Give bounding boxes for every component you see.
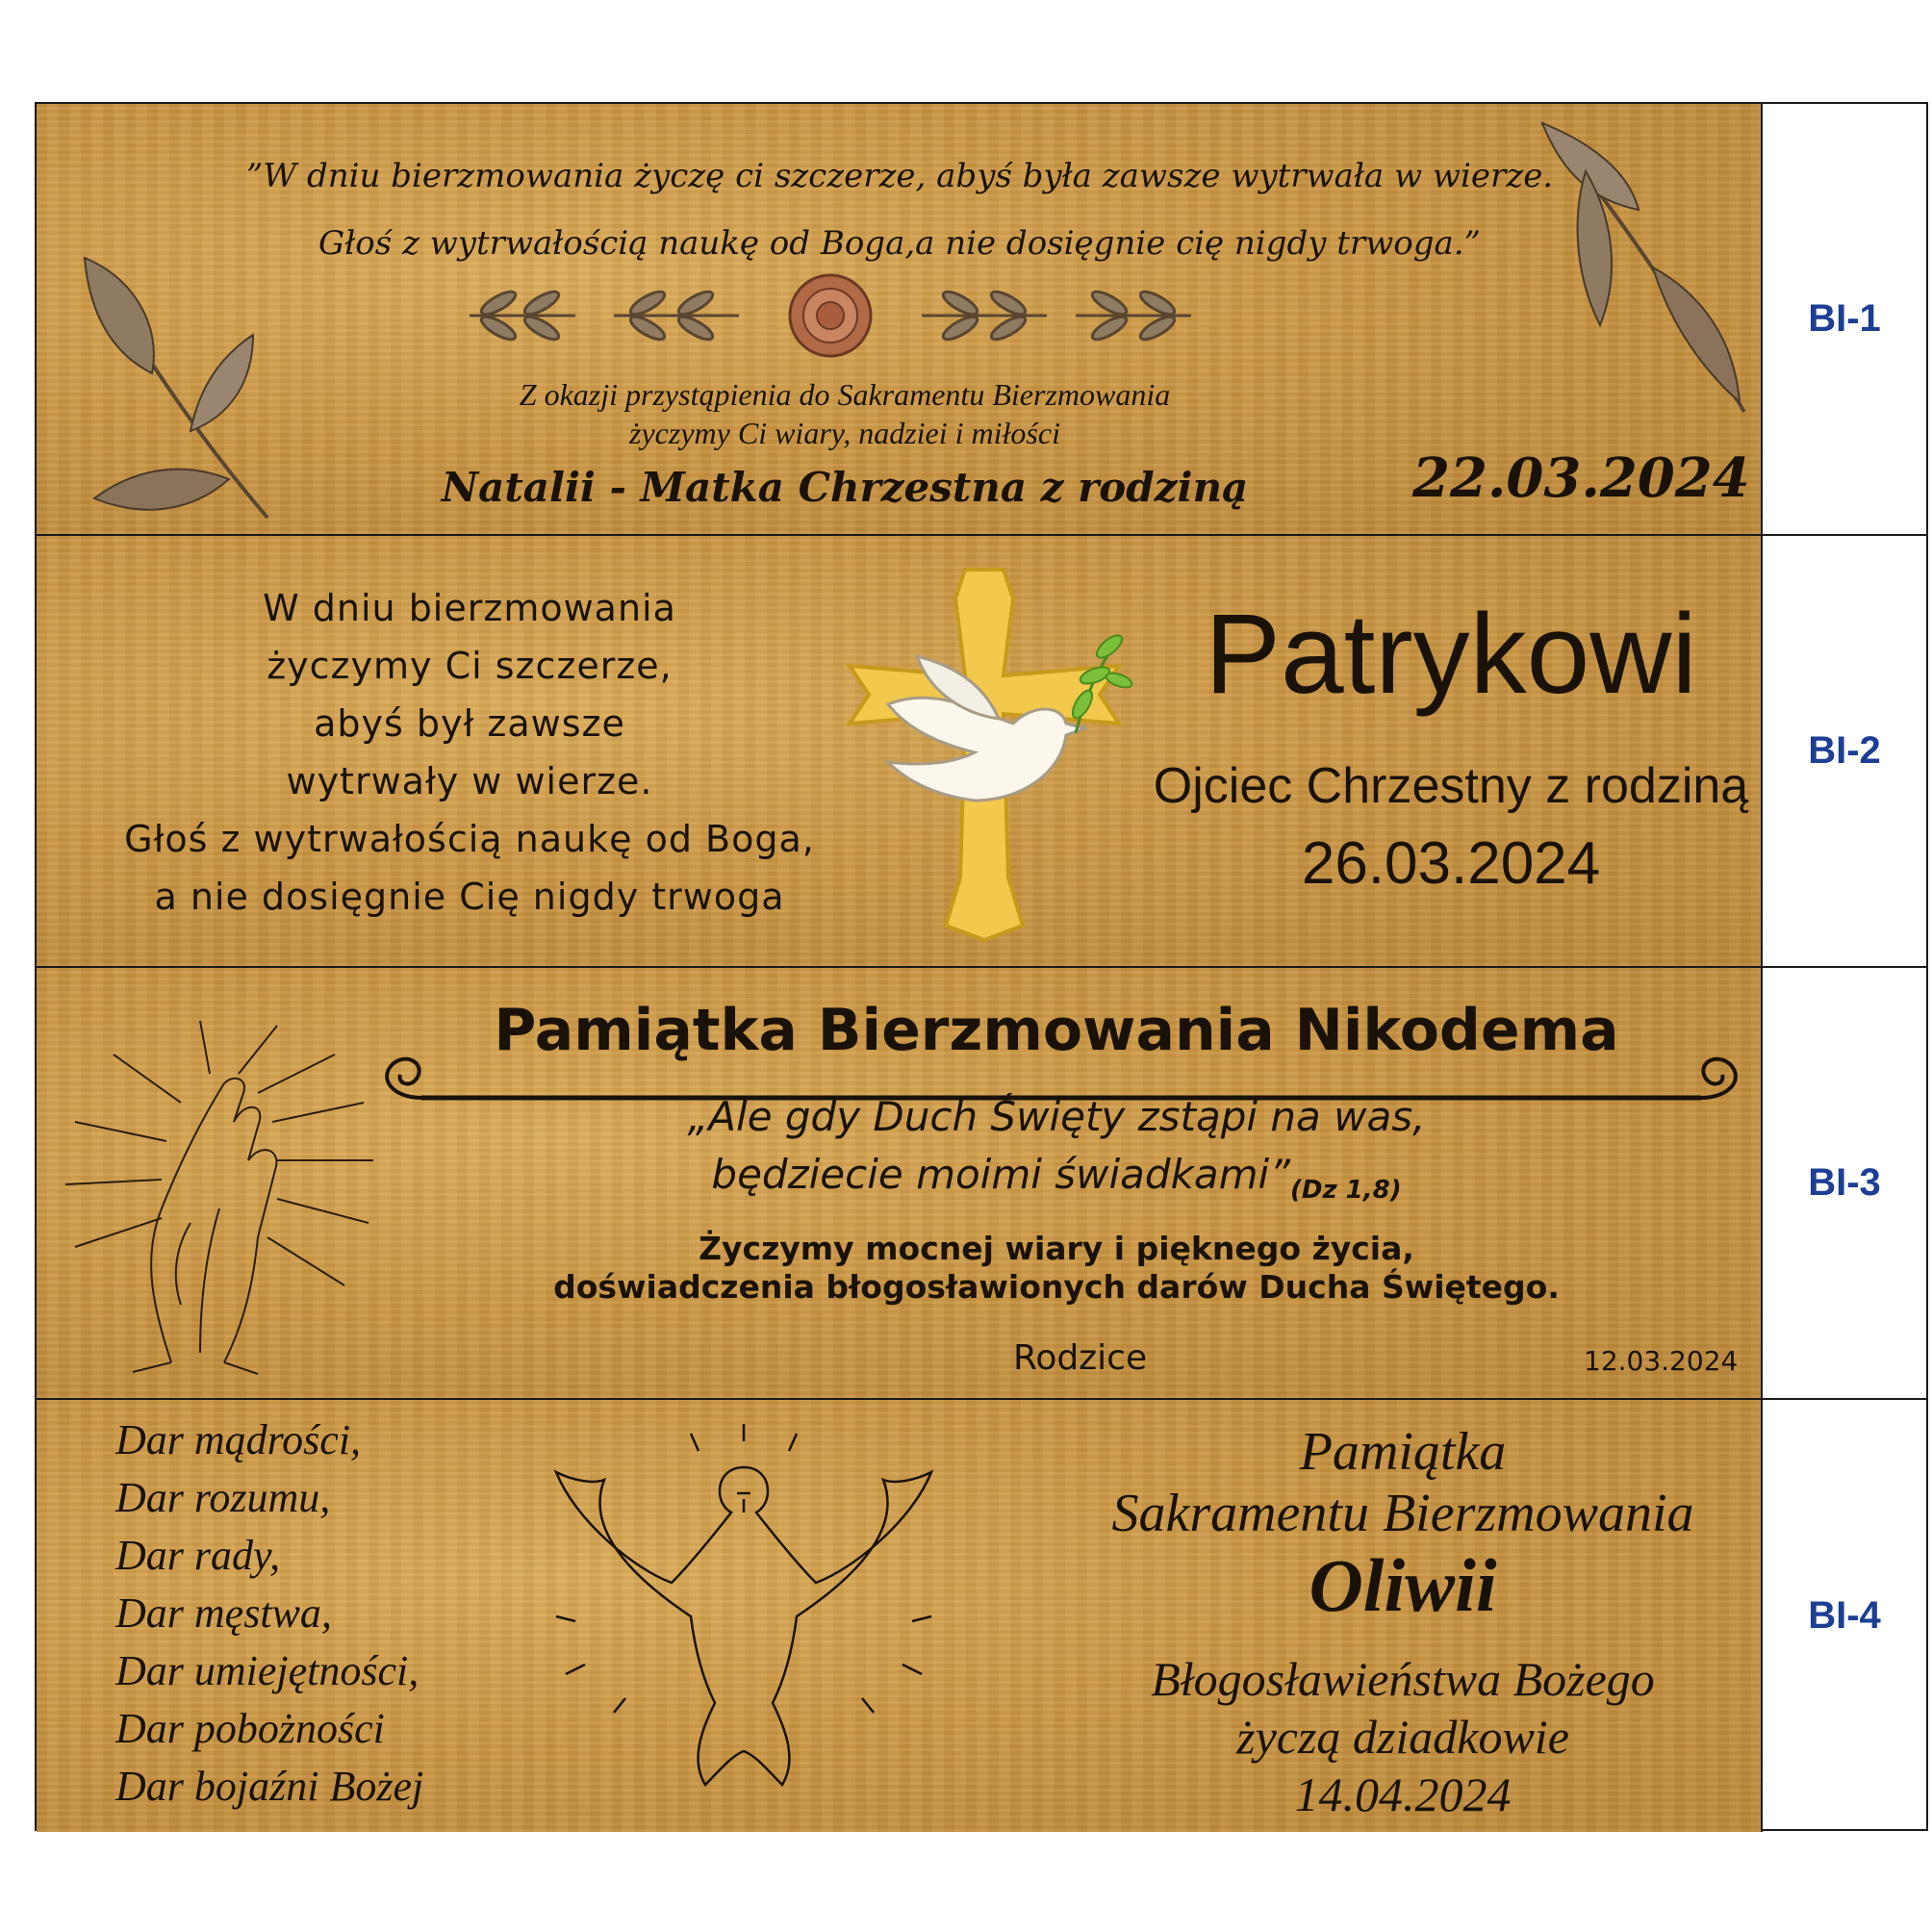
recipient-name: Patrykowi [1205, 591, 1697, 718]
product-code: BI-4 [1808, 1594, 1881, 1637]
signature: Natalii - Matka Chrzestna z rodziną [441, 464, 1249, 511]
plate-bi-4 [37, 1400, 1763, 1832]
plate-bi-3 [37, 968, 1763, 1398]
code-cell [1763, 536, 1926, 966]
gift-item: Dar rozumu, [115, 1474, 331, 1521]
verse-line: W dniu bierzmowania [263, 587, 676, 629]
date: 22.03.2024 [1412, 446, 1750, 510]
cross-icon [830, 560, 1138, 945]
signature: Ojciec Chrzestny z rodziną [1153, 758, 1749, 814]
product-code: BI-3 [1808, 1161, 1881, 1204]
verse-line: abyś był zawsze [314, 702, 625, 745]
quote-line-1: „Ale gdy Duch Święty zstąpi na was, [687, 1093, 1426, 1140]
verse-line: życzymy Ci szczerze, [267, 645, 673, 687]
praying-hands-icon [56, 1016, 383, 1382]
plate-title: Pamiątka Bierzmowania Nikodema [494, 997, 1619, 1064]
wish-line-1: Życzymy mocnej wiary i pięknego życia, [699, 1230, 1414, 1267]
recipient-name: Oliwii [1309, 1543, 1497, 1627]
heading-line-2: Sakramentu Bierzmowania [1111, 1484, 1694, 1543]
code-cell [1763, 104, 1926, 534]
plate-bi-2 [37, 536, 1763, 966]
plate-row-bi-4 [37, 1400, 1926, 1832]
quote-reference: (Dz 1,8) [1289, 1176, 1402, 1205]
gift-item: Dar pobożności [115, 1705, 385, 1752]
date: 26.03.2024 [1301, 830, 1601, 897]
code-cell [1763, 1400, 1926, 1832]
date: 14.04.2024 [1294, 1767, 1512, 1821]
ornament-divider [460, 272, 1201, 359]
signature: Rodzice [1013, 1338, 1148, 1378]
wish-line-2: doświadczenia błogosławionych darów Ducha Świętego. [553, 1268, 1560, 1306]
plate-bi-1 [37, 104, 1763, 534]
plate-row-bi-3 [37, 968, 1926, 1400]
gift-item: Dar rady, [115, 1532, 281, 1579]
quote-line-2: Głoś z wytrwałością naukę od Boga,a nie dosięgnie cię nigdy trwoga.” [318, 224, 1481, 263]
product-code: BI-2 [1808, 729, 1881, 772]
gift-item: Dar bojaźni Bożej [115, 1763, 424, 1810]
heading-line-1: Pamiątka [1299, 1422, 1507, 1482]
plaque-catalog-table [35, 102, 1928, 1831]
verse-line: Głoś z wytrwałością naukę od Boga, [124, 818, 815, 860]
code-cell [1763, 968, 1926, 1398]
plate-row-bi-2 [37, 536, 1926, 968]
quote-line-1: ”W dniu bierzmowania życzę ci szczerze, abyś była zawsze wytrwała w wierze. [245, 157, 1554, 195]
verse-line: wytrwały w wierze. [286, 760, 653, 802]
gift-item: Dar męstwa, [115, 1589, 332, 1637]
occasion-line-2: życzymy Ci wiary, nadziei i miłości [629, 416, 1060, 450]
dove-icon [518, 1424, 970, 1818]
rose-icon [790, 275, 871, 356]
gift-item: Dar mądrości, [115, 1416, 362, 1463]
quote-line-2: będziecie moimi świadkami” [711, 1151, 1290, 1198]
signature: życzą dziadkowie [1236, 1710, 1569, 1764]
date: 12.03.2024 [1584, 1345, 1739, 1377]
verse-line: a nie dosięgnie Cię nigdy trwoga [154, 876, 785, 918]
blessing-line: Błogosławieństwa Bożego [1151, 1652, 1655, 1706]
product-code: BI-1 [1808, 297, 1881, 340]
gift-item: Dar umiejętności, [115, 1647, 419, 1694]
plate-row-bi-1 [37, 104, 1926, 536]
olive-branch-icon [46, 239, 287, 527]
occasion-line-1: Z okazji przystąpienia do Sakramentu Bierzmowania [519, 377, 1171, 412]
